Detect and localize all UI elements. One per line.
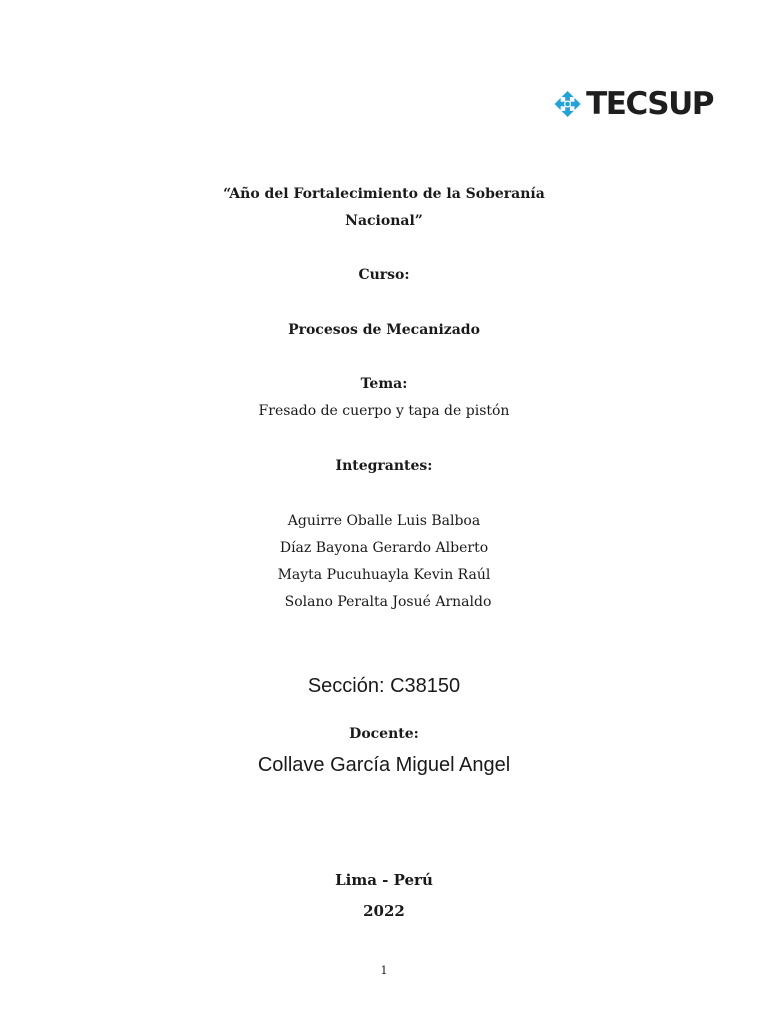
year: 2022 bbox=[363, 902, 405, 920]
section-code: Sección: C38150 bbox=[307, 675, 461, 697]
motto-line-2: Nacional” bbox=[345, 213, 423, 229]
motto-line-1: “Año del Fortalecimiento de la Soberanía bbox=[223, 186, 545, 202]
member-name: Solano Peralta Josué Arnaldo bbox=[284, 594, 492, 610]
topic-label: Tema: bbox=[360, 376, 408, 392]
course-name: Procesos de Mecanizado bbox=[288, 322, 480, 338]
course-label: Curso: bbox=[358, 267, 410, 283]
member-name: Aguirre Oballe Luis Balboa bbox=[287, 513, 481, 529]
member-name: Mayta Pucuhuayla Kevin Raúl bbox=[277, 567, 491, 583]
place: Lima - Perú bbox=[335, 871, 433, 889]
teacher-name: Collave García Miguel Angel bbox=[257, 754, 511, 776]
tecsup-logo bbox=[553, 84, 713, 124]
topic-name: Fresado de cuerpo y tapa de pistón bbox=[258, 403, 510, 419]
members-label: Integrantes: bbox=[335, 458, 433, 474]
member-name: Díaz Bayona Gerardo Alberto bbox=[279, 540, 489, 556]
tecsup-emblem-icon bbox=[553, 85, 582, 123]
teacher-label: Docente: bbox=[349, 726, 419, 742]
page-number: 1 bbox=[380, 964, 388, 977]
logo-wordmark: TECSUP bbox=[586, 85, 713, 122]
